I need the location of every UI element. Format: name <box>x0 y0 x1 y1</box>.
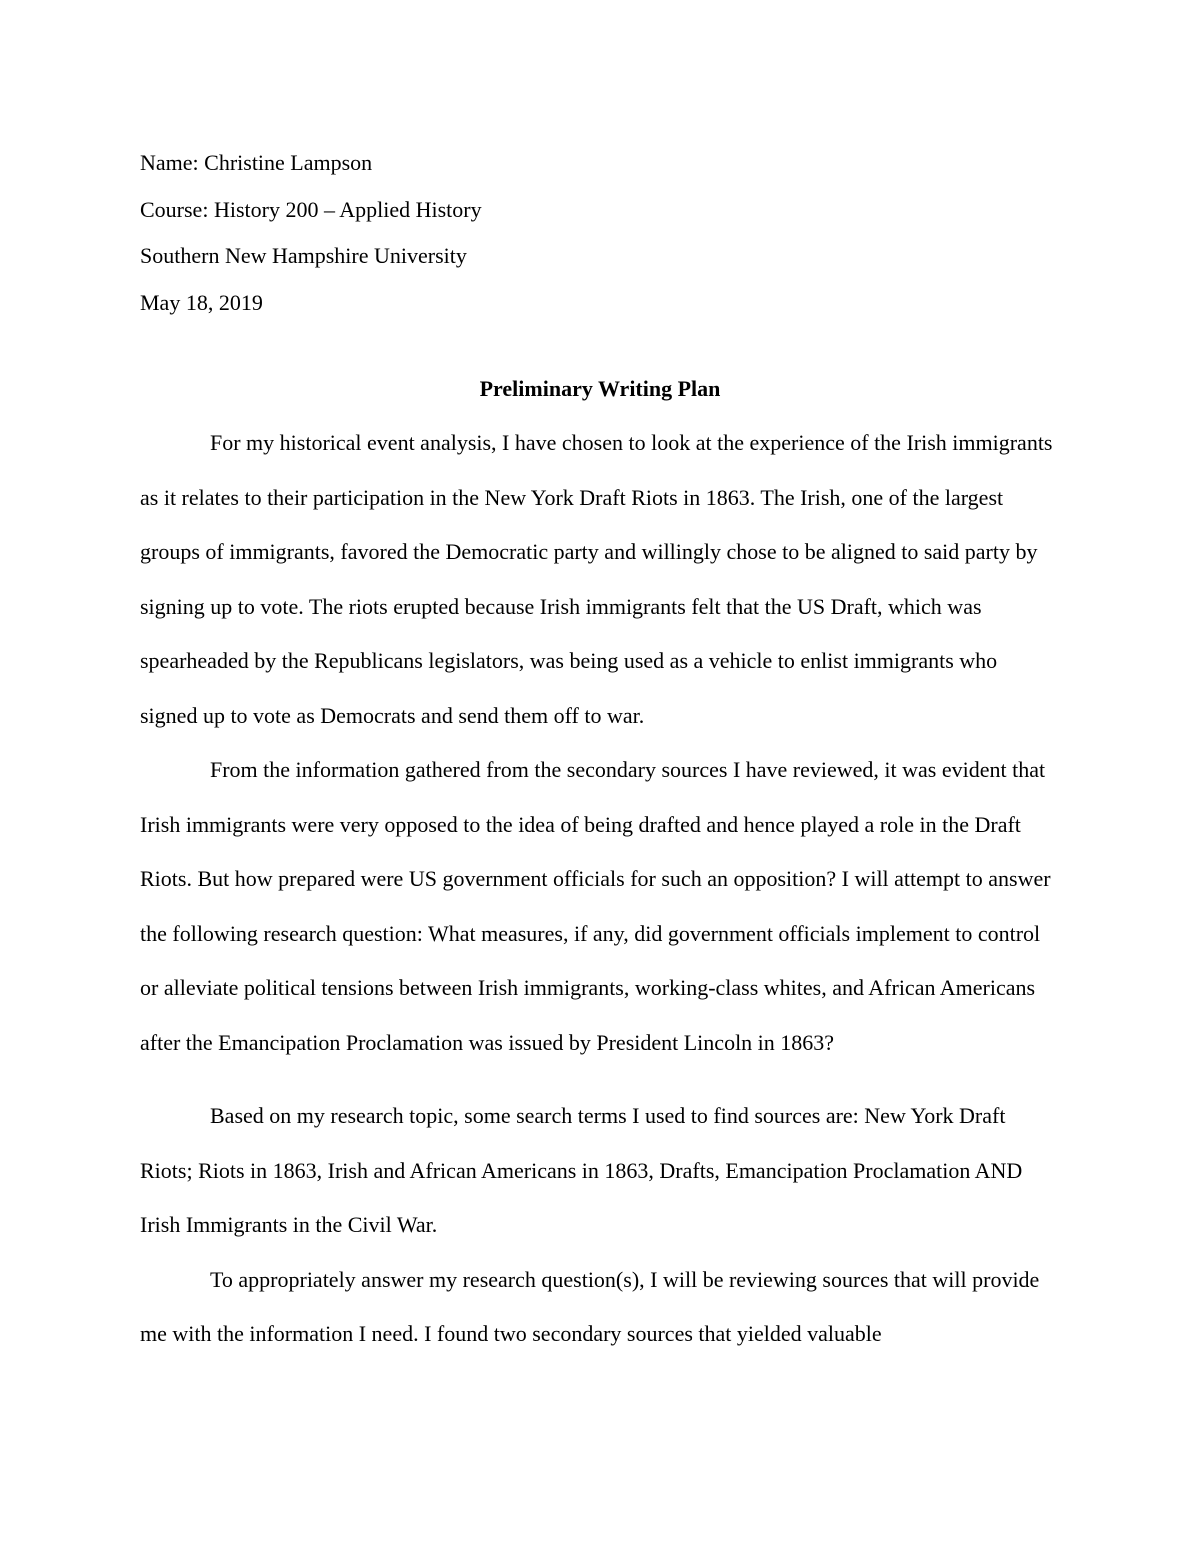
university-name: Southern New Hampshire University <box>140 243 467 268</box>
paragraph-1: For my historical event analysis, I have chosen to look at the experience of the Irish immigrants as it relates to their participation in the New York Draft Riots in 1863. The Irish, one of the largest groups of immigrants, favored the Democratic party and willingly chose to be aligned to said party by signing up to vote. The riots erupted because Irish immigrants felt that the US Draft, which was spearheaded by the Republicans legislators, was being used as a vehicle to enlist immigrants who signed up to vote as Democrats and send them off to war. <box>140 430 1053 728</box>
paragraph-4: To appropriately answer my research question(s), I will be reviewing sources that will provide me with the information I need. I found two secondary sources that yielded valuable <box>140 1266 1040 1346</box>
document-date: May 18, 2019 <box>140 289 263 315</box>
course-name: Course: History 200 – Applied History <box>140 196 482 222</box>
paragraph-3: Based on my research topic, some search terms I used to find sources are: New York Draft Riots; Riots in 1863, Irish and African Americans in 1863, Drafts, Emancipation Proclamation AND Irish Immigrants in the Civil War. <box>140 1103 1023 1237</box>
document-title: Preliminary Writing Plan <box>479 376 721 401</box>
author-name: Name: Christine Lampson <box>140 150 373 175</box>
document-body <box>140 416 1060 1362</box>
header-block <box>140 140 1060 326</box>
paragraph-2: From the information gathered from the secondary sources I have reviewed, it was evident that Irish immigrants were very opposed to the idea of being drafted and hence played a role in the Draft Riots. But how prepared were US government officials for such an opposition? I will attempt to answer the following research question: What measures, if any, did government officials implement to control or alleviate political tensions between Irish immigrants, working-class whites, and African Americans after the Emancipation Proclamation was issued by President Lincoln in 1863? <box>140 757 1051 1055</box>
